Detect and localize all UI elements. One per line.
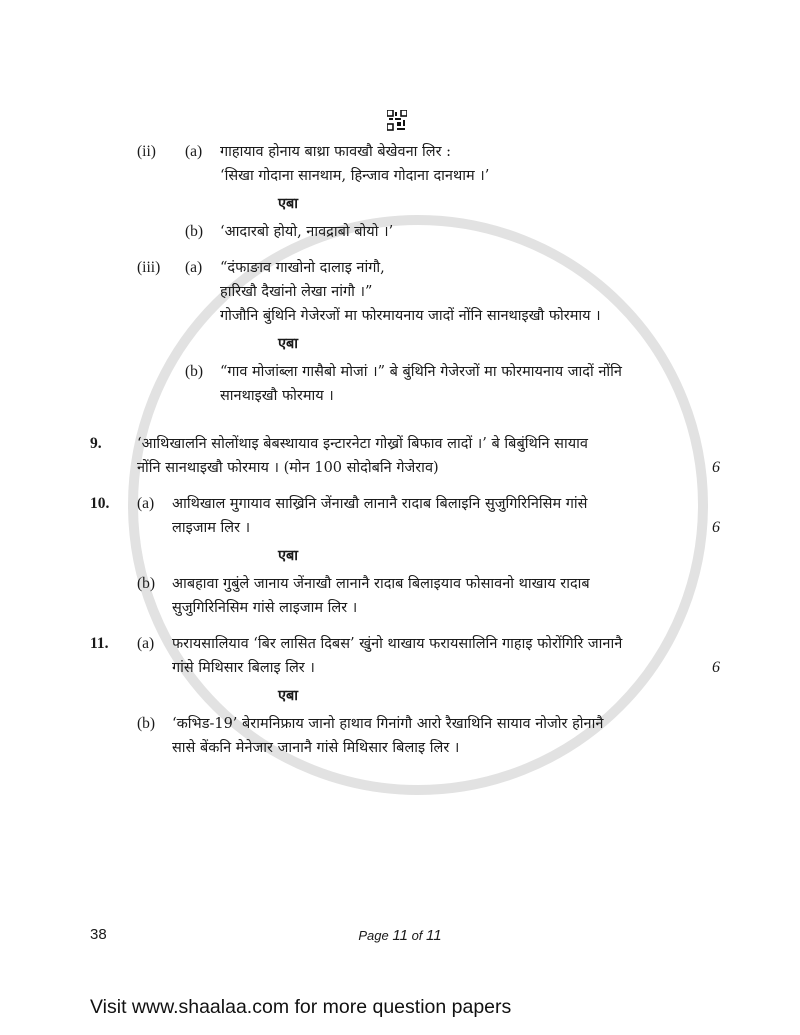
or-separator: एबा [278, 195, 299, 212]
question-text: गाहायाव होनाय बाथ्रा फावखौ बेखेवना लिर : [220, 144, 452, 160]
option-a-label: (a) [185, 259, 203, 276]
question-text: आबहावा गुबुंले जानाय जेंनाखौ लानानै रादाब बिलाइयाव फोसावनो थाखाय रादाब [172, 576, 590, 592]
proverb-text: ‘आदारबो होयो, नावद्राबो बोयो ।’ [220, 224, 394, 240]
q8-ii-a [90, 140, 720, 188]
paper-code: 38 [90, 926, 107, 943]
question-11-a [90, 632, 720, 680]
or-separator: एबा [278, 687, 299, 704]
option-a-label: (a) [137, 495, 155, 512]
question-text: फरायसालियाव ‘बिर लासित दिबस’ खुंनो थाखाय फरायसालिनि गाहाइ फोरोंगिरि जानानै [172, 636, 623, 652]
or-separator: एबा [278, 547, 299, 564]
marks: 6 [712, 519, 720, 536]
question-text: लाइजाम लिर । [172, 520, 251, 536]
page-current: 11 [392, 927, 408, 944]
question-text: नोंनि सानथाइखौ फोरमाय । (मोन 100 सोदोबनि गेजेराव) [137, 460, 439, 476]
option-b-label: (b) [137, 715, 156, 732]
page-of: of [407, 928, 427, 943]
subquestion-iii-label: (iii) [137, 259, 161, 276]
question-9 [90, 432, 720, 480]
question-number-9: 9. [90, 435, 102, 452]
page-total: 11 [426, 927, 442, 944]
marks: 6 [712, 459, 720, 476]
proverb-text: ‘सिखा गोदाना सानथाम, हिन्जाव गोदाना दानथाम ।’ [220, 168, 490, 184]
q8-ii-b [90, 220, 720, 244]
qr-code-icon [387, 110, 407, 132]
option-a-label: (a) [185, 143, 203, 160]
question-11-b [90, 712, 720, 760]
question-10-b [90, 572, 720, 620]
question-number-10: 10. [90, 495, 110, 512]
question-text: गांसे मिथिसार बिलाइ लिर । [172, 660, 315, 676]
option-b-label: (b) [137, 575, 156, 592]
q8-iii-a [90, 256, 720, 328]
question-text: ‘आथिखालनि सोलोंथाइ बेबस्थायाव इन्टारनेटा गोख्रों बिफाव लादों ।’ बे बिबुंथिनि सायाव [137, 436, 588, 452]
visit-shaalaa-link[interactable]: Visit www.shaalaa.com for more question papers [90, 996, 512, 1018]
marks: 6 [712, 659, 720, 676]
question-text: ‘कभिड-19’ बेरामनिफ्राय जानो हाथाव गिनांगौ आरो रैखाथिनि सायाव नोजोर होनानै [172, 716, 604, 732]
question-text: सासे बेंकनि मेनेजार जानानै गांसे मिथिसार बिलाइ लिर । [172, 740, 460, 756]
verse-line: हारिखौ दैखांनो लेखा नांगौ ।” [220, 284, 373, 300]
option-a-label: (a) [137, 635, 155, 652]
option-b-label: (b) [185, 223, 204, 240]
question-10-a [90, 492, 720, 540]
page-prefix: Page [358, 928, 393, 943]
question-text: सानथाइखौ फोरमाय । [220, 388, 334, 404]
question-text: गोजौनि बुंथिनि गेजेरजों मा फोरमायनाय जादों नोंनि सानथाइखौ फोरमाय । [220, 308, 601, 324]
subquestion-ii-label: (ii) [137, 143, 156, 160]
verse-line: “दंफाङाव गाखोनो दालाइ नांगौ, [220, 260, 385, 276]
or-separator: एबा [278, 335, 299, 352]
question-text: “गाव मोजांब्ला गासैबो मोजां ।” बे बुंथिनि गेजेरजों मा फोरमायनाय जादों नोंनि [220, 364, 622, 380]
page-number [300, 927, 500, 944]
question-text: सुजुगिरिनिसिम गांसे लाइजाम लिर । [172, 600, 358, 616]
question-text: आथिखाल मुगायाव साख्रिनि जेंनाखौ लानानै रादाब बिलाइनि सुजुगिरिनिसिम गांसे [172, 496, 588, 512]
question-number-11: 11. [90, 635, 109, 652]
question-content [90, 140, 720, 760]
q8-iii-b [90, 360, 720, 408]
option-b-label: (b) [185, 363, 204, 380]
